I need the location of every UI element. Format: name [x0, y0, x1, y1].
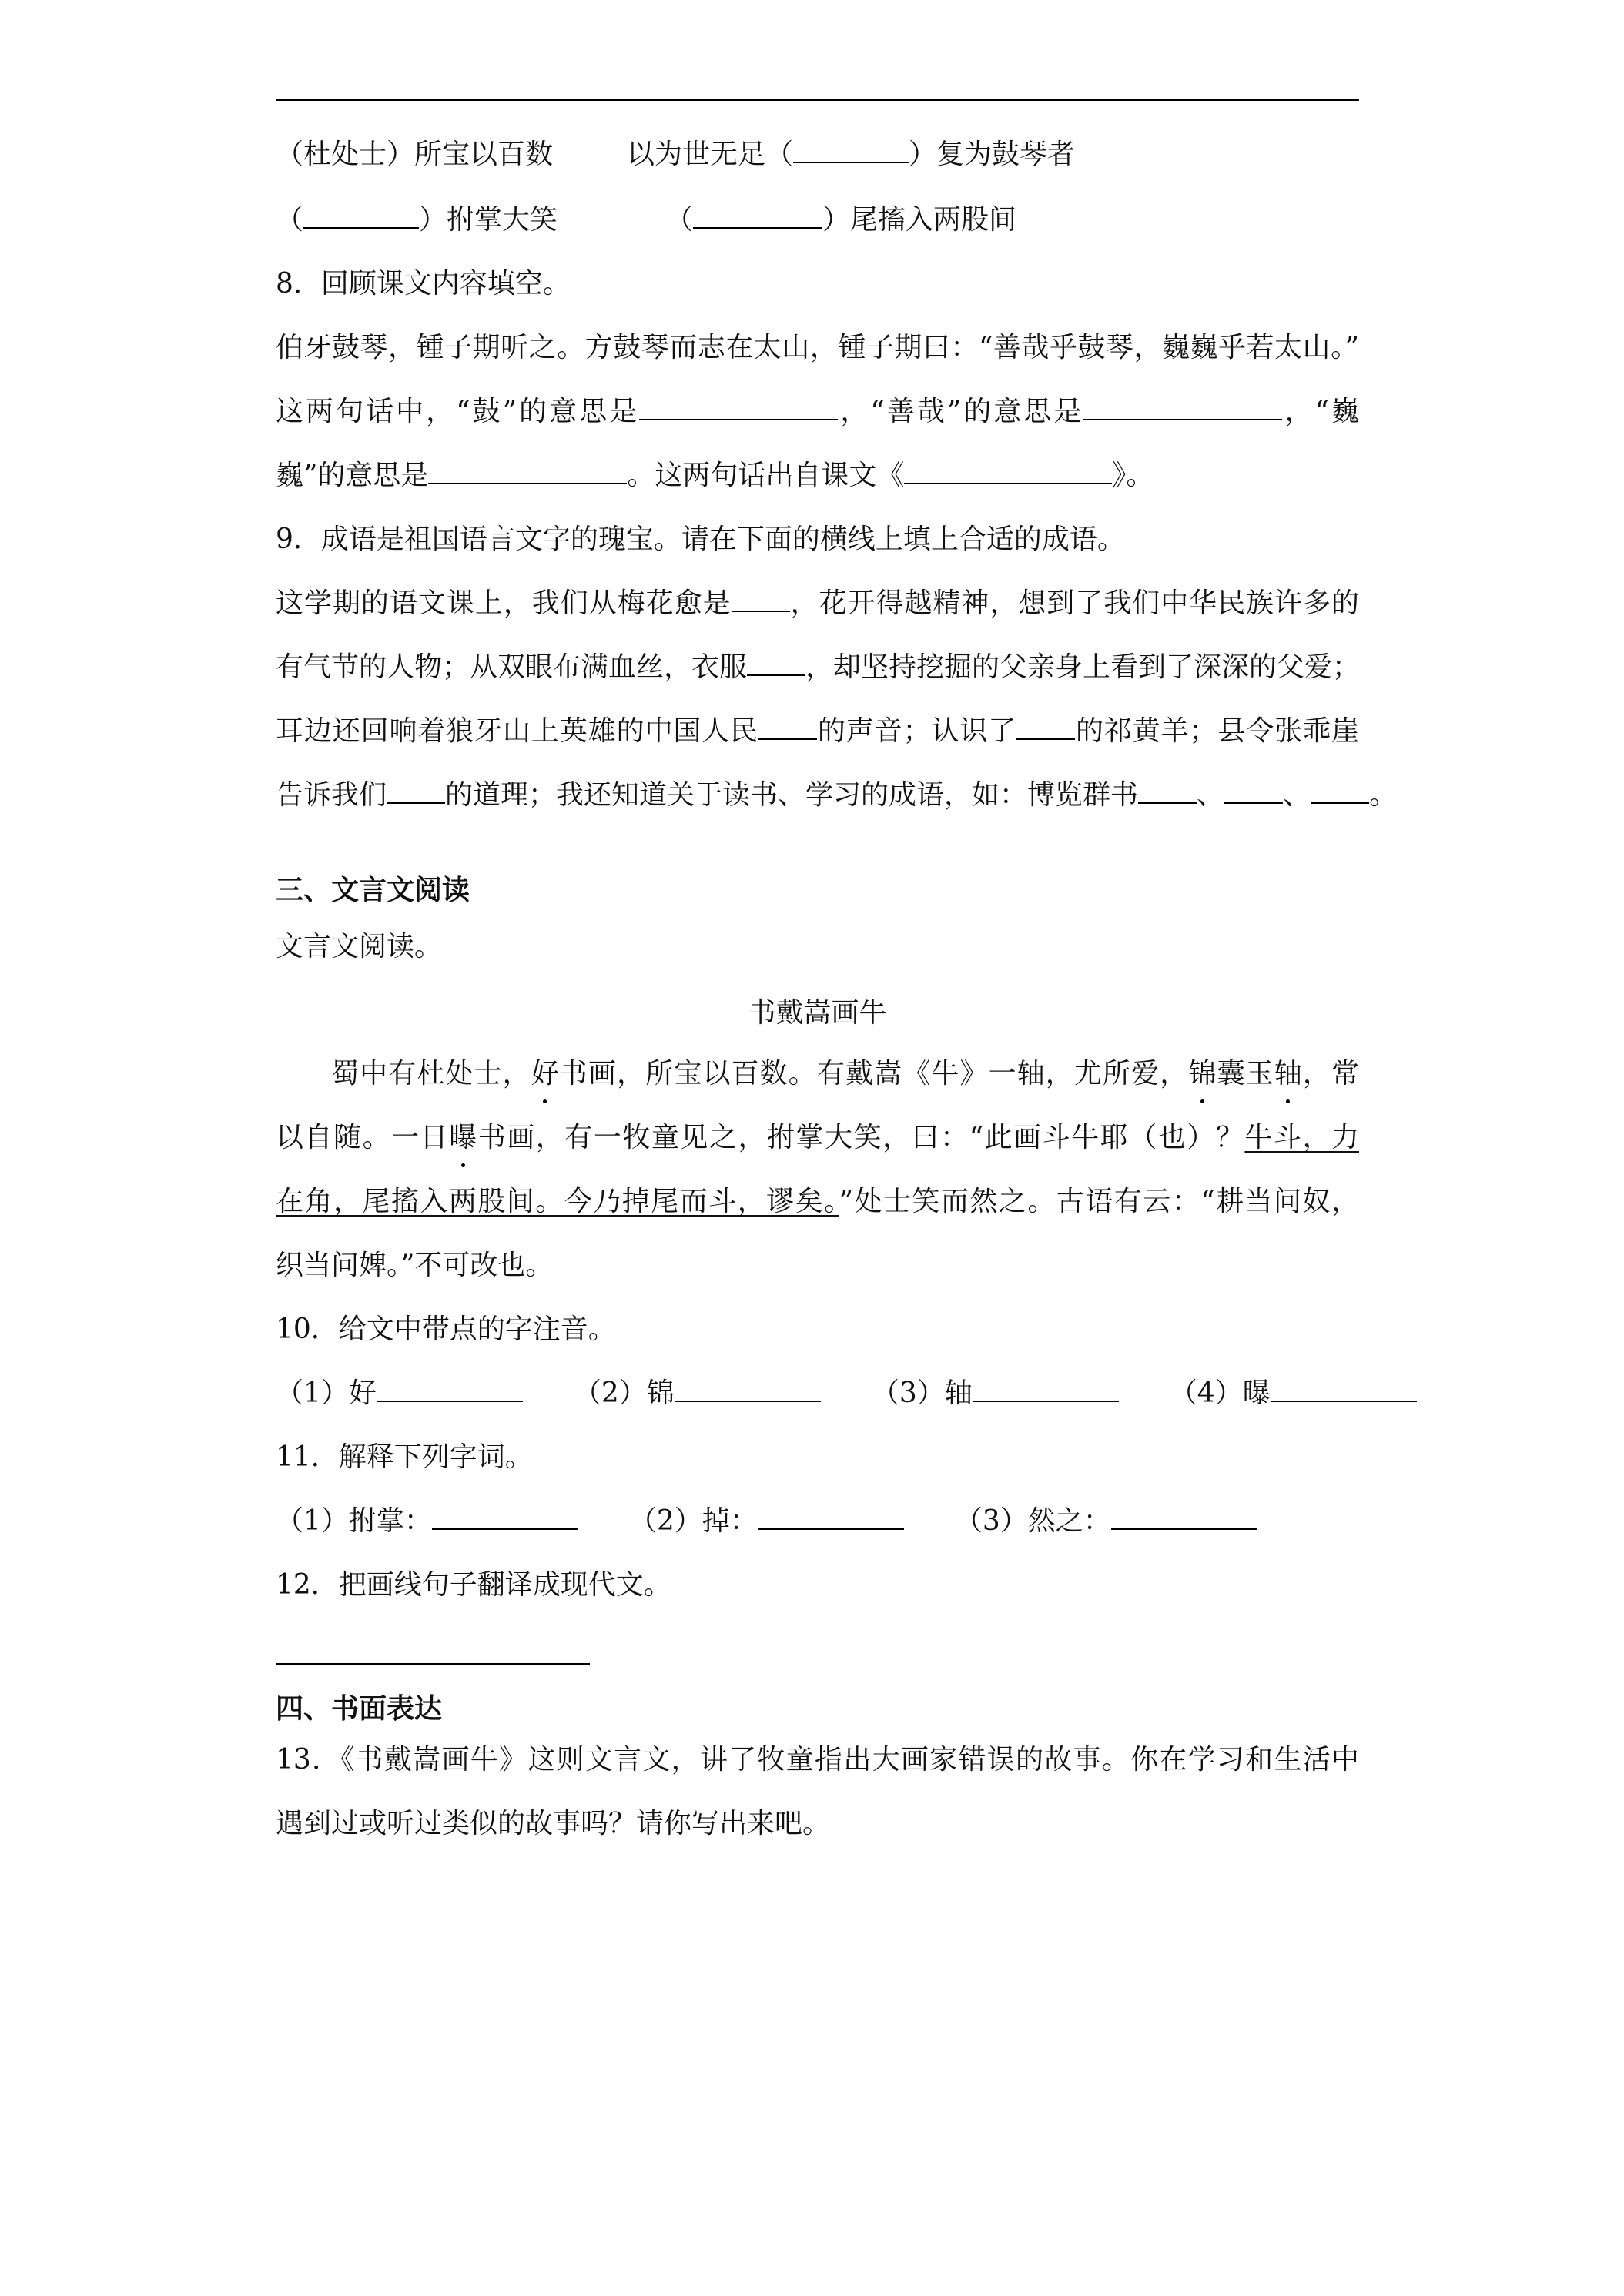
q7-item-1: （杜处士）所宝以百数 [276, 139, 554, 170]
section-3-title: 三、文言文阅读 [276, 875, 470, 906]
q9-blank-7[interactable] [1224, 802, 1283, 804]
passage-line-2: 以自随。一日曝书画，有一牧童见之，拊掌大笑，曰：“此画斗牛耶（也）？牛斗，力 [276, 1120, 1359, 1156]
q7-blank-3[interactable] [693, 226, 822, 229]
q8-blank-lesson[interactable] [904, 482, 1112, 484]
q12-answer-line[interactable] [276, 1663, 590, 1665]
q7-item-2-b: ）复为鼓琴者 [909, 139, 1076, 170]
passage-line-4: 织当问婢。”不可改也。 [276, 1250, 554, 1281]
section-4-title: 四、书面表达 [276, 1693, 443, 1725]
q9-blank-2[interactable] [747, 674, 805, 676]
q10-title: 10．给文中带点的字注音。 [276, 1314, 616, 1345]
q10-blank-4[interactable] [1271, 1400, 1417, 1402]
passage-line-1: 蜀中有杜处士，好书画，所宝以百数。有戴嵩《牛》一轴，尤所爱，锦囊玉轴，常 [276, 1056, 1359, 1093]
q9-blank-5[interactable] [387, 802, 445, 804]
q10-blank-1[interactable] [377, 1400, 523, 1402]
q8-blank-gu[interactable] [639, 418, 838, 420]
underlined-sentence-part-1: 牛斗，力 [1244, 1122, 1359, 1153]
q9-line-2: 有气节的人物；从双眼布满血丝，衣服 ，却坚持挖掘的父亲身上看到了深深的父爱； [276, 651, 1361, 683]
q7-line-1 [276, 136, 1359, 173]
dotted-char-pu: 曝 [449, 1120, 477, 1156]
q8-line-3: 巍”的意思是 。这两句话出自课文《 》。 [276, 460, 1154, 491]
q11-blank-1[interactable] [432, 1528, 578, 1530]
q9-line-1: 这学期的语文课上，我们从梅花愈是 ，花开得越精神，想到了我们中华民族许多的 [276, 587, 1359, 619]
q8-title: 8．回顾课文内容填空。 [276, 268, 571, 300]
q8-blank-weiwei[interactable] [428, 482, 627, 484]
q9-blank-1[interactable] [732, 610, 790, 612]
q12-title: 12．把画线句子翻译成现代文。 [276, 1569, 671, 1601]
q9-title: 9．成语是祖国语言文字的瑰宝。请在下面的横线上填上合适的成语。 [276, 524, 1125, 555]
q10-items: （1）好 （2）锦 （3）轴 （4）曝 [276, 1375, 1359, 1412]
dotted-char-jin: 锦 [1188, 1056, 1216, 1093]
passage-title: 书戴嵩画牛 [748, 997, 887, 1029]
q10-blank-2[interactable] [675, 1400, 821, 1402]
q7-blank-1[interactable] [793, 161, 909, 163]
passage-line-3: 在角，尾搐入两股间。今乃掉尾而斗，谬矣。”处士笑而然之。古语有云：“耕当问奴， [276, 1186, 1359, 1217]
q9-blank-3[interactable] [758, 738, 817, 740]
q11-title: 11．解释下列字词。 [276, 1441, 533, 1473]
q10-blank-3[interactable] [973, 1400, 1119, 1402]
header-rule [276, 99, 1359, 101]
section-3-intro: 文言文阅读。 [276, 931, 443, 962]
q11-blank-2[interactable] [758, 1528, 904, 1530]
q13-line-1: 13．《书戴嵩画牛》这则文言文，讲了牧童指出大画家错误的故事。你在学习和生活中 [276, 1744, 1359, 1776]
q9-line-4: 告诉我们 的道理；我还知道关于读书、学习的成语，如：博览群书 、 、 。 [276, 779, 1398, 811]
q9-blank-8[interactable] [1311, 802, 1369, 804]
q9-blank-6[interactable] [1138, 802, 1197, 804]
q13-line-2: 遇到过或听过类似的故事吗？请你写出来吧。 [276, 1808, 831, 1839]
q7-item-2-a: 以为世无足（ [627, 139, 794, 170]
q8-quote: 伯牙鼓琴，锺子期听之。方鼓琴而志在太山，锺子期曰：“善哉乎鼓琴，巍巍乎若太山。” [276, 332, 1359, 363]
q8-line-2: 这两句话中，“鼓”的意思是 ，“善哉”的意思是 ，“巍 [276, 396, 1360, 427]
dotted-char-zhou: 轴 [1274, 1056, 1302, 1093]
q7-blank-2[interactable] [303, 226, 419, 229]
q9-blank-4[interactable] [1016, 738, 1075, 740]
q9-line-3: 耳边还回响着狼牙山上英雄的中国人民 的声音；认识了 的祁黄羊；县令张乖崖 [276, 715, 1359, 747]
dotted-char-hao: 好 [531, 1056, 559, 1093]
q11-blank-3[interactable] [1111, 1528, 1257, 1530]
q7-line-2: （ ）拊掌大笑 （ ）尾搐入两股间 [276, 204, 1017, 236]
underlined-sentence-part-2: 在角，尾搐入两股间。今乃掉尾而斗，谬矣。 [276, 1186, 839, 1217]
q11-items: （1）拊掌： （2）掉： （3）然之： [276, 1503, 1359, 1540]
q8-blank-shanzai[interactable] [1083, 418, 1282, 420]
